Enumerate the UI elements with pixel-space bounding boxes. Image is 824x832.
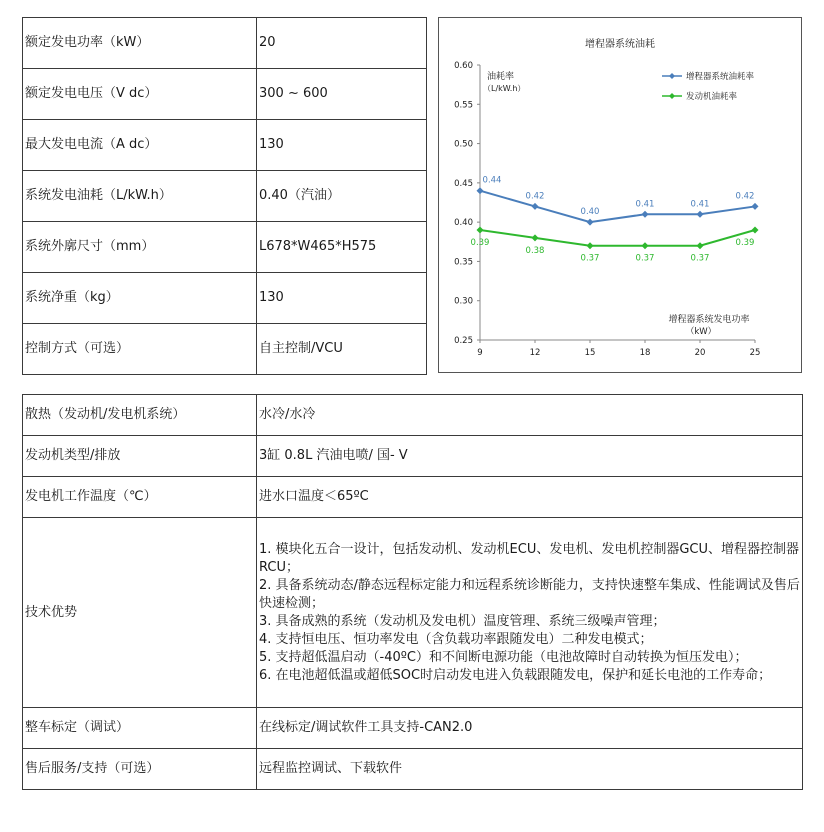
spec-value: 130 — [257, 273, 427, 324]
y-tick-label: 0.30 — [454, 296, 473, 307]
advantage-item: 5. 支持超低温启动（-40ºC）和不间断电源功能（电池故障时自动转换为恒压发电）； — [259, 649, 748, 665]
data-point — [587, 219, 594, 226]
data-point — [697, 211, 704, 218]
detail-value: 远程监控调试、下载软件 — [257, 749, 803, 790]
spec-row — [23, 69, 427, 120]
detail-value: 进水口温度＜65ºC — [257, 477, 803, 518]
data-label: 0.39 — [470, 238, 490, 248]
x-tick-label: 12 — [529, 348, 541, 358]
y-axis-label: 油耗率 — [487, 72, 515, 82]
legend-entry: 增程器系统油耗率 — [686, 72, 755, 82]
data-point — [752, 227, 759, 234]
x-tick-label: 18 — [639, 348, 651, 358]
data-label: 0.38 — [525, 245, 545, 256]
advantages-list — [257, 518, 803, 708]
spec-row — [23, 120, 427, 171]
spec-label: 系统外廓尺寸（mm） — [23, 222, 257, 273]
y-tick-label: 0.55 — [454, 100, 473, 111]
detail-row-advantages — [23, 518, 803, 708]
data-point — [532, 203, 539, 210]
detail-table — [22, 394, 803, 790]
spec-row — [23, 18, 427, 69]
spec-value: 20 — [257, 18, 427, 69]
data-label: 0.37 — [690, 253, 710, 264]
spec-label: 系统发电油耗（L/kW.h） — [23, 171, 257, 222]
spec-value: 自主控制/VCU — [257, 324, 427, 375]
data-label: 0.37 — [580, 253, 600, 264]
y-tick-label: 0.35 — [454, 257, 473, 268]
spec-value: 0.40（汽油） — [257, 171, 427, 222]
data-point — [477, 187, 484, 194]
data-label: 0.37 — [635, 253, 655, 264]
data-point — [477, 227, 484, 234]
x-tick-label: 15 — [584, 348, 596, 358]
spec-label: 额定发电功率（kW） — [23, 18, 257, 69]
x-tick-label: 25 — [749, 348, 761, 358]
detail-label: 散热（发动机/发电机系统） — [23, 395, 257, 436]
data-point — [587, 242, 594, 249]
spec-value: L678*W465*H575 — [257, 222, 427, 273]
y-tick-label: 0.50 — [454, 139, 473, 150]
x-tick-label: 9 — [477, 348, 483, 358]
spec-label: 最大发电电流（A dc） — [23, 120, 257, 171]
data-label: 0.41 — [635, 199, 655, 210]
spec-row — [23, 171, 427, 222]
legend-marker — [669, 93, 675, 99]
detail-row-temp — [23, 477, 803, 518]
advantage-item: 4. 支持恒电压、恒功率发电（含负载功率跟随发电）二种发电模式； — [259, 631, 653, 647]
data-label: 0.42 — [525, 191, 545, 202]
data-point — [532, 234, 539, 241]
detail-label: 售后服务/支持（可选） — [23, 749, 257, 790]
y-tick-label: 0.25 — [454, 336, 473, 346]
detail-row-engine — [23, 436, 803, 477]
detail-row-calibration — [23, 708, 803, 749]
detail-row-cooling — [23, 395, 803, 436]
spec-row — [23, 324, 427, 375]
chart-canvas — [439, 18, 801, 372]
detail-label: 技术优势 — [23, 518, 257, 708]
legend-entry: 发动机油耗率 — [686, 92, 738, 102]
spec-label: 额定发电电压（V dc） — [23, 69, 257, 120]
spec-label: 控制方式（可选） — [23, 324, 257, 375]
x-axis-label: 增程器系统发电功率 — [668, 315, 750, 325]
detail-value: 水冷/水冷 — [257, 395, 803, 436]
advantage-item: 2. 具备系统动态/静态远程标定能力和远程系统诊断能力，支持快速整车集成、性能调试及售后快速检测； — [259, 577, 800, 611]
y-tick-label: 0.45 — [454, 178, 473, 189]
data-point — [642, 211, 649, 218]
spec-table — [22, 17, 427, 375]
detail-label: 发动机类型/排放 — [23, 436, 257, 477]
data-label: 0.39 — [735, 238, 755, 248]
x-tick-label: 20 — [694, 348, 706, 358]
series-line — [480, 230, 755, 246]
data-label: 0.42 — [735, 191, 755, 202]
spec-row — [23, 273, 427, 324]
advantage-item: 6. 在电池超低温或超低SOC时启动发电进入负载跟随发电，保护和延长电池的工作寿命； — [259, 667, 772, 683]
spec-value: 130 — [257, 120, 427, 171]
y-tick-label: 0.60 — [454, 61, 473, 71]
chart-title: 增程器系统油耗 — [585, 39, 655, 50]
y-tick-label: 0.40 — [454, 218, 473, 229]
fuel-consumption-chart — [438, 17, 802, 373]
series-line — [480, 191, 755, 222]
data-label: 0.44 — [482, 175, 502, 186]
spec-value: 300 ~ 600 — [257, 69, 427, 120]
x-axis-label-unit: （kW） — [685, 327, 717, 337]
advantage-item: 3. 具备成熟的系统（发动机及发电机）温度管理、系统三级噪声管理； — [259, 613, 666, 629]
data-label: 0.41 — [690, 199, 710, 210]
spec-row — [23, 222, 427, 273]
advantage-item: 1. 模块化五合一设计，包括发动机、发动机ECU、发电机、发电机控制器GCU、增程器控制器RCU； — [259, 541, 800, 575]
detail-value: 3缸 0.8L 汽油电喷/ 国- V — [257, 436, 803, 477]
detail-row-service — [23, 749, 803, 790]
spec-label: 系统净重（kg） — [23, 273, 257, 324]
data-point — [752, 203, 759, 210]
detail-value: 在线标定/调试软件工具支持-CAN2.0 — [257, 708, 803, 749]
data-point — [642, 242, 649, 249]
detail-label: 发电机工作温度（℃） — [23, 477, 257, 518]
detail-label: 整车标定（调试） — [23, 708, 257, 749]
data-label: 0.40 — [580, 207, 600, 218]
y-axis-label-unit: （L/kW.h） — [483, 84, 526, 93]
data-point — [697, 242, 704, 249]
legend-marker — [669, 73, 675, 79]
